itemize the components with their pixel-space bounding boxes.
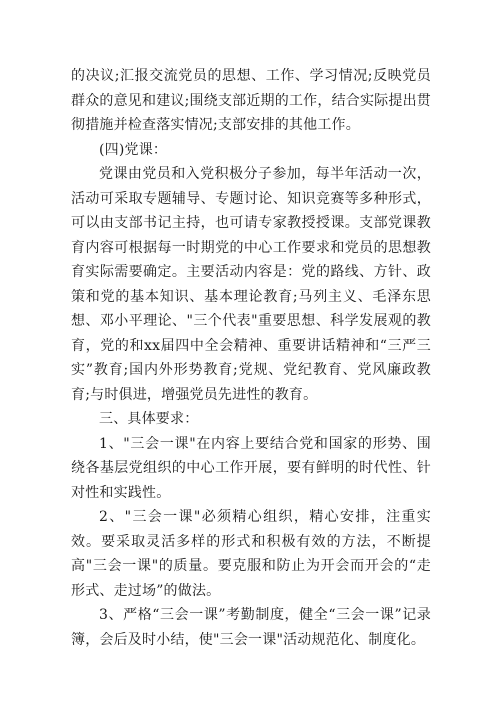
requirement-item-2: 2、"三会一课"必须精心组织，精心安排，注重实效。要采取灵活多样的形式和积极有效的方法，不断提高"三会一课"的质量。要克服和防止为开会而开会的“走形式、走过场”的做法。 bbox=[71, 509, 431, 599]
heading-party-lecture: (四)党课： bbox=[99, 141, 168, 158]
paragraph-party-lecture: 党课由党员和入党积极分子参加，每半年活动一次，活动可采取专题辅导、专题讨论、知识竞赛等多种形式，可以由支部书记主持，也可请专家教授授课。支部党课教育内容可根据每一时期党的中心工作要求和党员的思想教育实际需要确定。主要活动内容是：党的路线、方针、政策和党的基本知识、基本理论教育;马列主义、毛泽东思想、邓小平理论、"三个代表"重要思想、科学发展观的教育，党的和xx届四中全会精神、重要讲话精神和“三严三实”教育;国内外形势教育;党规、党纪教育、党风廉政教育;与时俱进，增强党员先进性的教育。 bbox=[71, 166, 431, 403]
requirement-item-1: 1、"三会一课"在内容上要结合党和国家的形势、围绕各基层党组织的中心工作开展，要有鲜明的时代性、针对性和实践性。 bbox=[71, 435, 431, 501]
paragraph-meeting-content-end: 的决议;汇报交流党员的思想、工作、学习情况;反映党员群众的意见和建议;围绕支部近期的工作，结合实际提出贯彻措施并检查落实情况;支部安排的其他工作。 bbox=[71, 68, 431, 133]
document-body bbox=[71, 64, 431, 652]
heading-specific-requirements: 三、具体要求： bbox=[99, 411, 199, 427]
requirement-item-3: 3、严格“三会一课”考勤制度，健全“三会一课”记录簿，会后及时小结，使"三会一课"活动规范化、制度化。 bbox=[71, 607, 431, 648]
